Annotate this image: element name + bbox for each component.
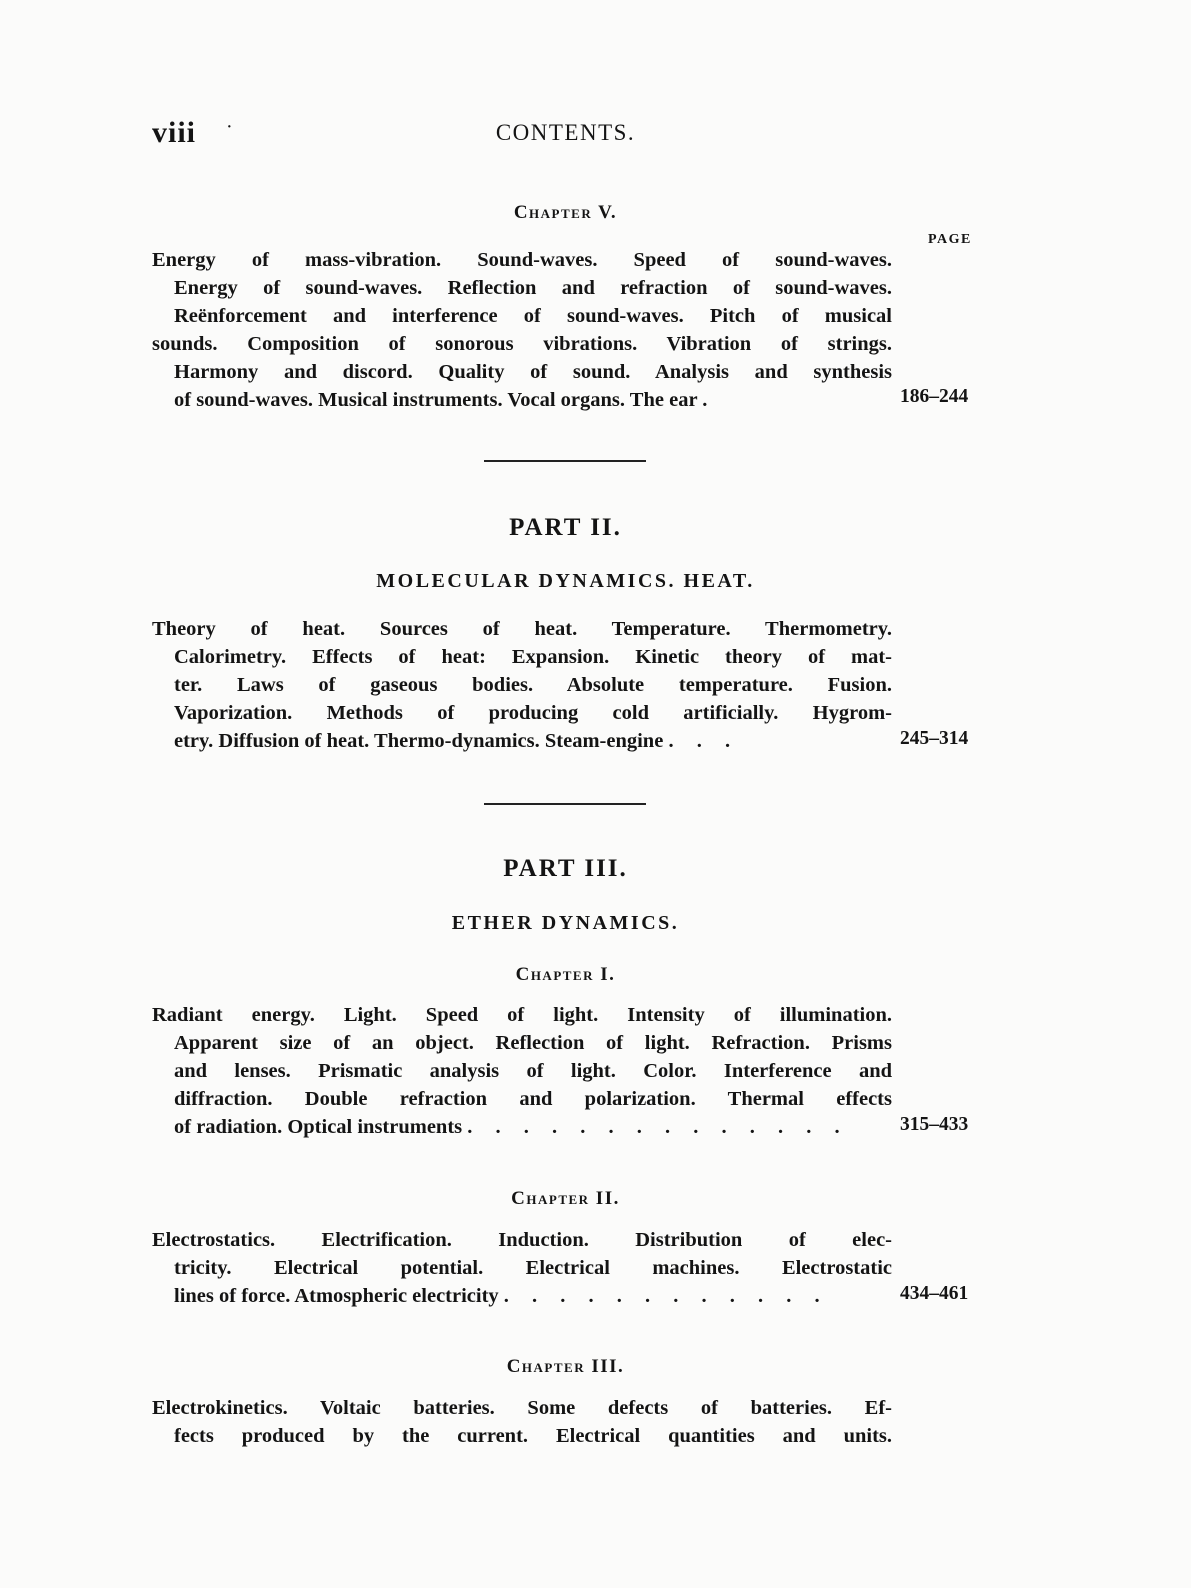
toc-entry-part-ii: [152, 615, 892, 755]
toc-line-text: etry. Diffusion of heat. Thermo-dynamics. Steam-engine: [174, 730, 664, 752]
toc-line-text: lines of force. Atmospheric electricity: [174, 1285, 499, 1307]
toc-line: ter. Laws of gaseous bodies. Absolute temperature. Fusion.: [174, 674, 892, 696]
toc-line: Calorimetry. Effects of heat: Expansion. Kinetic theory of mat-: [174, 646, 892, 668]
toc-line: Electrokinetics. Voltaic batteries. Some defects of batteries. Ef-: [152, 1397, 892, 1419]
toc-line: Vaporization. Methods of producing cold artificially. Hygrom-: [174, 702, 892, 724]
toc-line: diffraction. Double refraction and polarization. Thermal effects: [174, 1088, 892, 1110]
toc-line: Harmony and discord. Quality of sound. Analysis and synthesis: [174, 361, 892, 383]
toc-entry-chapter-ii: [152, 1226, 892, 1310]
dot-leader: .: [702, 389, 717, 411]
toc-line: fects produced by the current. Electrical quantities and units.: [174, 1425, 892, 1447]
part-subject-iii: ETHER DYNAMICS.: [451, 912, 680, 934]
toc-line: and lenses. Prismatic analysis of light. Color. Interference and: [174, 1060, 892, 1082]
part-heading-iii: PART III.: [503, 855, 628, 882]
chapter-heading-i: Chapter I.: [515, 964, 616, 985]
toc-line: [152, 386, 892, 414]
ink-speck: ·: [226, 116, 233, 138]
page-range: 434–461: [900, 1283, 969, 1304]
dot-leader: . . . . . . . . . . . . . .: [467, 1116, 849, 1138]
toc-entry-chapter-v: [152, 246, 892, 414]
page-range: 245–314: [900, 728, 969, 749]
toc-line: sounds. Composition of sonorous vibrations. Vibration of strings.: [152, 333, 892, 355]
section-divider: [484, 803, 646, 805]
toc-line: Reënforcement and interference of sound-waves. Pitch of musical: [174, 305, 892, 327]
toc-entry-chapter-iii: [152, 1394, 892, 1450]
part-subject-ii: MOLECULAR DYNAMICS. HEAT.: [376, 570, 755, 592]
toc-line: Energy of sound-waves. Reflection and refraction of sound-waves.: [174, 277, 892, 299]
toc-line: Radiant energy. Light. Speed of light. Intensity of illumination.: [152, 1004, 892, 1026]
chapter-heading-ii: Chapter II.: [511, 1188, 620, 1209]
toc-line: [152, 1282, 892, 1310]
part-heading-ii: PART II.: [509, 514, 622, 541]
chapter-heading-iii: Chapter III.: [506, 1356, 625, 1377]
page-range: 186–244: [900, 386, 969, 407]
page-range: 315–433: [900, 1114, 969, 1135]
toc-line: Energy of mass-vibration. Sound-waves. Speed of sound-waves.: [152, 249, 892, 271]
page-column-label: PAGE: [928, 232, 972, 247]
toc-line: [152, 727, 892, 755]
dot-leader: . . . . . . . . . . . .: [503, 1285, 829, 1307]
toc-line: Electrostatics. Electrification. Induction. Distribution of elec-: [152, 1229, 892, 1251]
toc-line-text: of radiation. Optical instruments: [174, 1116, 463, 1138]
toc-line: Theory of heat. Sources of heat. Temperature. Thermometry.: [152, 618, 892, 640]
toc-line-text: of sound-waves. Musical instruments. Vocal organs. The ear: [174, 389, 698, 411]
dot-leader: . . .: [668, 730, 740, 752]
section-divider: [484, 460, 646, 462]
running-title: CONTENTS.: [495, 120, 636, 145]
chapter-heading-v: Chapter V.: [513, 202, 618, 223]
toc-line: [152, 1113, 892, 1141]
toc-entry-chapter-i: [152, 1001, 892, 1141]
toc-line: tricity. Electrical potential. Electrical machines. Electrostatic: [174, 1257, 892, 1279]
toc-line: Apparent size of an object. Reflection of light. Refraction. Prisms: [174, 1032, 892, 1054]
page-folio: viii: [152, 116, 197, 149]
